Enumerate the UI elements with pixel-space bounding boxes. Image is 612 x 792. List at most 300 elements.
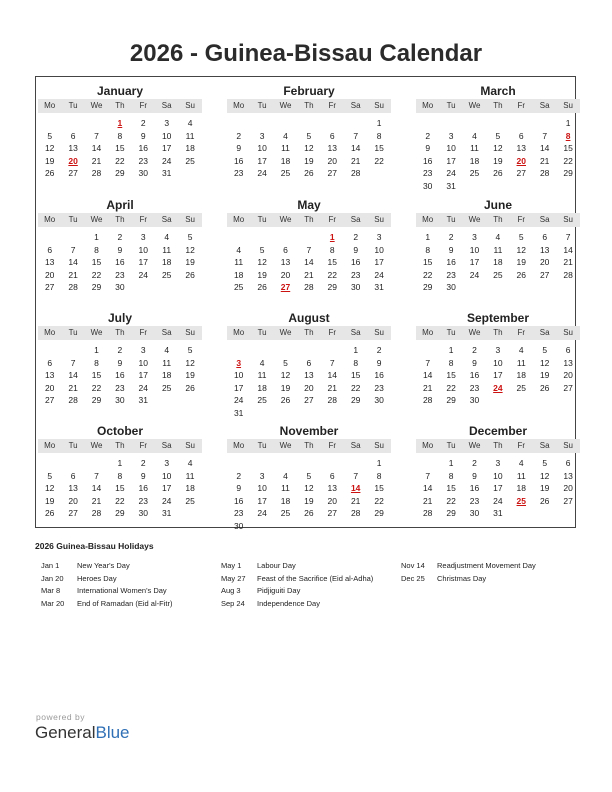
day-cell: 13 — [539, 244, 550, 255]
day-cell: 24 — [257, 168, 267, 178]
day-cell: 12 — [539, 470, 550, 481]
weekday-label: Th — [115, 441, 125, 450]
day-cell: 24 — [374, 269, 384, 280]
day-cell: 7 — [542, 130, 548, 141]
weekday-label: Su — [374, 328, 384, 337]
day-cell: 28 — [422, 395, 433, 405]
day-cell: 30 — [233, 520, 244, 531]
day-cell: 3 — [164, 118, 170, 128]
day-cell: 25 — [469, 168, 480, 178]
day-cell: 28 — [68, 282, 78, 292]
day-cell: 11 — [516, 357, 526, 368]
day-cell: 21 — [422, 382, 433, 393]
weekday-label: Su — [563, 328, 573, 337]
weekday-label: Mo — [422, 328, 434, 337]
weekday-label: Th — [493, 101, 503, 110]
holiday-date-label: Mar 20 — [41, 598, 65, 608]
day-cell: 24 — [161, 155, 172, 166]
day-cell: 10 — [469, 244, 480, 255]
holiday-name: International Women's Day — [77, 586, 167, 595]
weekday-header — [416, 439, 580, 453]
day-cell: 25 — [280, 508, 291, 518]
day-cell: 25 — [257, 395, 267, 405]
day-cell: 25 — [161, 382, 172, 393]
day-cell: 1 — [565, 118, 571, 128]
day-cell: 20 — [563, 370, 573, 380]
day-cell: 5 — [47, 470, 53, 481]
day-cell: 30 — [469, 395, 480, 405]
day-cell: 17 — [446, 155, 456, 166]
day-cell: 19 — [539, 483, 550, 493]
day-cell: 25 — [161, 269, 172, 280]
day-cell: 11 — [162, 357, 172, 368]
day-cell: 5 — [306, 470, 312, 481]
weekday-label: Fr — [517, 215, 526, 224]
weekday-label: Sa — [539, 441, 550, 450]
day-cell: 17 — [233, 382, 244, 393]
day-cell: 21 — [327, 382, 338, 393]
day-cell: 6 — [565, 458, 571, 468]
day-cell: 27 — [563, 382, 573, 393]
holiday-name: Labour Day — [257, 561, 296, 570]
day-cell: 4 — [283, 130, 288, 141]
day-cell: 7 — [329, 357, 335, 368]
day-cell: 9 — [236, 143, 242, 153]
day-cell: 26 — [304, 168, 314, 178]
weekday-label: Su — [563, 441, 573, 450]
day-cell: 29 — [115, 508, 125, 518]
day-cell: 9 — [140, 130, 146, 141]
day-cell: 28 — [563, 269, 573, 280]
day-cell: 1 — [425, 232, 431, 242]
day-cell: 14 — [304, 257, 314, 267]
day-cell: 7 — [353, 470, 359, 481]
day-cell: 24 — [257, 508, 267, 518]
weekday-label: Tu — [257, 441, 267, 450]
day-cell: 28 — [539, 168, 550, 178]
day-cell: 17 — [469, 257, 480, 267]
month-name: June — [483, 198, 512, 212]
day-cell: 9 — [117, 244, 123, 255]
day-cell: 11 — [493, 244, 503, 255]
day-cell: 22 — [446, 495, 456, 506]
day-cell: 3 — [164, 458, 170, 468]
day-cell: 1 — [376, 118, 382, 128]
day-cell: 19 — [44, 155, 55, 166]
day-cell: 7 — [425, 357, 431, 368]
weekday-header — [227, 213, 391, 227]
day-cell: 20 — [44, 382, 55, 393]
day-cell: 13 — [68, 143, 78, 153]
day-cell: 13 — [563, 357, 573, 368]
day-cell: 3 — [376, 232, 382, 242]
day-cell: 30 — [138, 168, 149, 178]
day-cell: 29 — [374, 508, 384, 518]
weekday-label: Sa — [161, 215, 172, 224]
day-cell: 17 — [161, 483, 172, 493]
day-cell: 14 — [422, 483, 433, 493]
month-name: February — [283, 84, 335, 98]
day-cell: 14 — [539, 143, 550, 153]
holiday-name: New Year's Day — [77, 561, 130, 570]
day-cell: 27 — [68, 508, 78, 518]
day-cell: 19 — [516, 257, 527, 267]
day-cell: 22 — [446, 382, 456, 393]
day-cell: 2 — [425, 130, 431, 141]
day-cell: 3 — [140, 232, 146, 242]
day-cell: 19 — [304, 155, 314, 166]
day-cell: 4 — [518, 345, 524, 355]
day-cell: 27 — [44, 395, 55, 405]
weekday-label: Th — [304, 101, 314, 110]
weekday-label: We — [279, 101, 292, 110]
day-cell: 24 — [138, 269, 149, 280]
weekday-label: Mo — [44, 441, 56, 450]
day-cell: 22 — [115, 155, 125, 166]
day-cell: 11 — [234, 257, 244, 267]
weekday-label: Tu — [257, 101, 267, 110]
day-cell: 13 — [327, 483, 338, 493]
day-cell: 15 — [327, 257, 338, 267]
day-cell: 5 — [306, 130, 312, 141]
day-cell: 21 — [304, 269, 314, 280]
weekday-label: Fr — [139, 441, 148, 450]
weekday-label: We — [468, 101, 481, 110]
weekday-label: Fr — [517, 441, 526, 450]
day-cell: 25 — [233, 282, 244, 292]
day-cell: 16 — [469, 483, 480, 493]
weekday-label: Tu — [446, 328, 456, 337]
day-cell: 23 — [115, 269, 125, 280]
day-cell: 11 — [281, 483, 290, 493]
weekday-label: Mo — [44, 215, 56, 224]
day-cell: 8 — [353, 357, 359, 368]
day-cell: 19 — [539, 370, 550, 380]
weekday-label: Mo — [422, 441, 434, 450]
day-cell: 21 — [68, 269, 78, 280]
day-cell: 12 — [280, 370, 291, 380]
day-cell: 18 — [161, 257, 172, 267]
day-cell: 11 — [281, 143, 290, 153]
weekday-label: Mo — [422, 101, 434, 110]
day-cell: 31 — [161, 168, 172, 178]
day-cell: 7 — [70, 244, 76, 255]
weekday-header — [38, 99, 202, 113]
weekday-label: Sa — [539, 215, 550, 224]
weekday-label: Fr — [328, 328, 337, 337]
day-cell: 24 — [469, 269, 480, 280]
day-cell: 27 — [44, 282, 55, 292]
day-cell: 30 — [115, 282, 125, 292]
day-cell: 20 — [563, 483, 573, 493]
day-cell: 29 — [446, 508, 456, 518]
holiday-date: 1 — [117, 118, 123, 128]
weekday-label: We — [468, 215, 481, 224]
day-cell: 23 — [138, 495, 149, 506]
day-cell: 26 — [185, 269, 195, 280]
day-cell: 22 — [91, 382, 102, 393]
weekday-label: Mo — [44, 328, 56, 337]
weekday-header — [416, 213, 580, 227]
day-cell: 9 — [236, 483, 242, 493]
holiday-date: 8 — [565, 130, 571, 141]
day-cell: 12 — [539, 357, 550, 368]
day-cell: 18 — [161, 370, 172, 380]
day-cell: 2 — [472, 458, 477, 468]
day-cell: 7 — [306, 244, 312, 255]
day-cell: 3 — [259, 470, 265, 481]
day-cell: 7 — [353, 130, 359, 141]
day-cell: 11 — [185, 130, 195, 141]
day-cell: 17 — [257, 495, 267, 506]
day-cell: 14 — [91, 483, 102, 493]
day-cell: 3 — [140, 345, 146, 355]
day-cell: 15 — [91, 257, 102, 267]
day-cell: 9 — [140, 470, 146, 481]
day-cell: 21 — [539, 155, 550, 166]
day-cell: 29 — [115, 168, 125, 178]
day-cell: 28 — [91, 508, 102, 518]
day-cell: 10 — [493, 470, 503, 481]
holiday-date-label: Sep 24 — [221, 598, 245, 608]
day-cell: 7 — [94, 470, 99, 481]
day-cell: 16 — [469, 370, 480, 380]
day-cell: 12 — [257, 257, 267, 267]
day-cell: 4 — [259, 357, 265, 368]
day-cell: 17 — [138, 370, 149, 380]
day-cell: 3 — [472, 232, 477, 242]
day-cell: 4 — [187, 118, 193, 128]
day-cell: 10 — [161, 470, 172, 481]
day-cell: 9 — [376, 357, 382, 368]
day-cell: 24 — [493, 495, 503, 506]
day-cell: 6 — [518, 130, 524, 141]
day-cell: 20 — [280, 269, 291, 280]
weekday-label: Tu — [446, 101, 456, 110]
weekday-label: Mo — [233, 328, 245, 337]
weekday-label: Tu — [68, 215, 78, 224]
month-name: March — [480, 84, 516, 98]
day-cell: 9 — [472, 470, 477, 481]
day-cell: 29 — [422, 282, 433, 292]
weekday-label: We — [279, 215, 292, 224]
day-cell: 10 — [138, 244, 149, 255]
day-cell: 5 — [542, 345, 548, 355]
day-cell: 16 — [115, 370, 125, 380]
day-cell: 30 — [115, 395, 125, 405]
day-cell: 4 — [236, 244, 242, 255]
day-cell: 11 — [185, 470, 195, 481]
day-cell: 16 — [138, 143, 149, 153]
day-cell: 6 — [70, 130, 76, 141]
day-cell: 2 — [140, 458, 146, 468]
holiday-date: 20 — [516, 155, 527, 166]
day-cell: 10 — [138, 357, 149, 368]
day-cell: 2 — [236, 470, 242, 481]
weekday-label: Mo — [233, 215, 245, 224]
day-cell: 8 — [448, 470, 454, 481]
page-title: 2026 - Guinea-Bissau Calendar — [129, 40, 483, 67]
day-cell: 12 — [185, 244, 195, 255]
holiday-date-label: May 1 — [221, 561, 242, 570]
day-cell: 29 — [563, 168, 573, 178]
day-cell: 12 — [185, 357, 195, 368]
day-cell: 23 — [422, 168, 433, 178]
weekday-header — [38, 326, 202, 340]
day-cell: 4 — [187, 458, 193, 468]
weekday-label: Su — [185, 328, 195, 337]
weekday-label: Sa — [350, 101, 361, 110]
day-cell: 6 — [542, 232, 548, 242]
day-cell: 4 — [164, 345, 170, 355]
day-cell: 9 — [353, 244, 359, 255]
day-cell: 11 — [470, 143, 479, 153]
holiday-date-label: Aug 3 — [221, 586, 241, 595]
holiday-name: Pidjiguiti Day — [257, 586, 301, 595]
day-cell: 8 — [376, 130, 382, 141]
weekday-label: Fr — [517, 101, 526, 110]
holiday-date: 24 — [493, 382, 503, 393]
day-cell: 1 — [448, 458, 454, 468]
day-cell: 23 — [233, 168, 244, 178]
day-cell: 26 — [185, 382, 195, 393]
day-cell: 15 — [91, 370, 102, 380]
day-cell: 6 — [306, 357, 312, 368]
day-cell: 18 — [280, 495, 291, 506]
holiday-date: 1 — [329, 232, 335, 242]
day-cell: 28 — [350, 508, 361, 518]
day-cell: 23 — [446, 269, 456, 280]
holiday-date: 20 — [68, 155, 78, 166]
day-cell: 6 — [70, 470, 76, 481]
day-cell: 18 — [280, 155, 291, 166]
day-cell: 13 — [44, 370, 55, 380]
day-cell: 1 — [94, 345, 99, 355]
day-cell: 10 — [446, 143, 456, 153]
month-name: July — [107, 311, 132, 325]
day-cell: 8 — [94, 357, 99, 368]
weekday-label: Mo — [233, 101, 245, 110]
day-cell: 17 — [374, 257, 384, 267]
day-cell: 15 — [374, 143, 384, 153]
day-cell: 13 — [516, 143, 527, 153]
holiday-date-label: Jan 1 — [41, 561, 60, 570]
month-name: August — [288, 311, 330, 325]
day-cell: 23 — [469, 382, 480, 393]
day-cell: 9 — [425, 143, 431, 153]
day-cell: 21 — [91, 155, 102, 166]
weekday-label: Tu — [257, 328, 267, 337]
weekday-label: Th — [115, 328, 125, 337]
day-cell: 17 — [493, 370, 503, 380]
weekday-header — [227, 326, 391, 340]
weekday-label: Su — [374, 101, 384, 110]
day-cell: 23 — [115, 382, 125, 393]
weekday-header — [416, 99, 580, 113]
day-cell: 20 — [44, 269, 55, 280]
day-cell: 4 — [518, 458, 524, 468]
day-cell: 27 — [304, 395, 314, 405]
weekday-label: Fr — [328, 441, 337, 450]
day-cell: 8 — [94, 244, 99, 255]
day-cell: 26 — [280, 395, 291, 405]
day-cell: 19 — [280, 382, 291, 393]
holiday-date: 3 — [236, 357, 242, 368]
day-cell: 11 — [257, 370, 267, 380]
day-cell: 15 — [115, 483, 125, 493]
day-cell: 18 — [233, 269, 244, 280]
weekday-label: Su — [374, 441, 384, 450]
day-cell: 31 — [233, 407, 244, 418]
day-cell: 29 — [327, 282, 338, 292]
day-cell: 18 — [185, 143, 195, 153]
weekday-label: Fr — [139, 328, 148, 337]
day-cell: 10 — [257, 143, 267, 153]
day-cell: 22 — [115, 495, 125, 506]
day-cell: 1 — [353, 345, 359, 355]
day-cell: 31 — [446, 180, 456, 191]
weekday-label: Sa — [350, 328, 361, 337]
day-cell: 19 — [44, 495, 55, 506]
day-cell: 10 — [374, 244, 384, 255]
holiday-date-label: Dec 25 — [401, 573, 425, 583]
holiday-date-label: Mar 8 — [41, 586, 61, 595]
day-cell: 6 — [565, 345, 571, 355]
holiday-name: End of Ramadan (Eid al-Fitr) — [77, 598, 173, 608]
weekday-label: Tu — [446, 441, 456, 450]
day-cell: 2 — [140, 118, 146, 128]
weekday-label: Tu — [257, 215, 267, 224]
holiday-date-label: Nov 14 — [401, 561, 425, 570]
day-cell: 26 — [516, 269, 527, 280]
day-cell: 9 — [472, 357, 477, 368]
day-cell: 7 — [425, 470, 431, 481]
day-cell: 10 — [161, 130, 172, 141]
weekday-label: Su — [185, 101, 195, 110]
day-cell: 13 — [563, 470, 573, 481]
day-cell: 26 — [493, 168, 503, 178]
weekday-label: Th — [304, 328, 314, 337]
day-cell: 2 — [117, 232, 123, 242]
day-cell: 15 — [350, 370, 361, 380]
day-cell: 4 — [472, 130, 477, 141]
day-cell: 14 — [350, 143, 361, 153]
day-cell: 4 — [495, 232, 501, 242]
weekday-label: We — [279, 328, 292, 337]
day-cell: 24 — [233, 395, 244, 405]
day-cell: 21 — [350, 495, 361, 506]
day-cell: 31 — [138, 395, 149, 405]
weekday-header — [38, 213, 202, 227]
day-cell: 14 — [91, 143, 102, 153]
day-cell: 29 — [446, 395, 456, 405]
day-cell: 21 — [350, 155, 361, 166]
day-cell: 23 — [233, 508, 244, 518]
day-cell: 30 — [469, 508, 480, 518]
day-cell: 18 — [516, 370, 527, 380]
day-cell: 19 — [304, 495, 314, 506]
day-cell: 25 — [185, 155, 195, 166]
day-cell: 20 — [304, 382, 314, 393]
day-cell: 24 — [138, 382, 149, 393]
day-cell: 28 — [350, 168, 361, 178]
day-cell: 18 — [516, 483, 527, 493]
day-cell: 5 — [283, 357, 288, 368]
day-cell: 11 — [162, 244, 172, 255]
holiday-name: Feast of the Sacrifice (Eid al-Adha) — [257, 573, 374, 583]
day-cell: 22 — [374, 495, 384, 506]
day-cell: 30 — [374, 395, 384, 405]
